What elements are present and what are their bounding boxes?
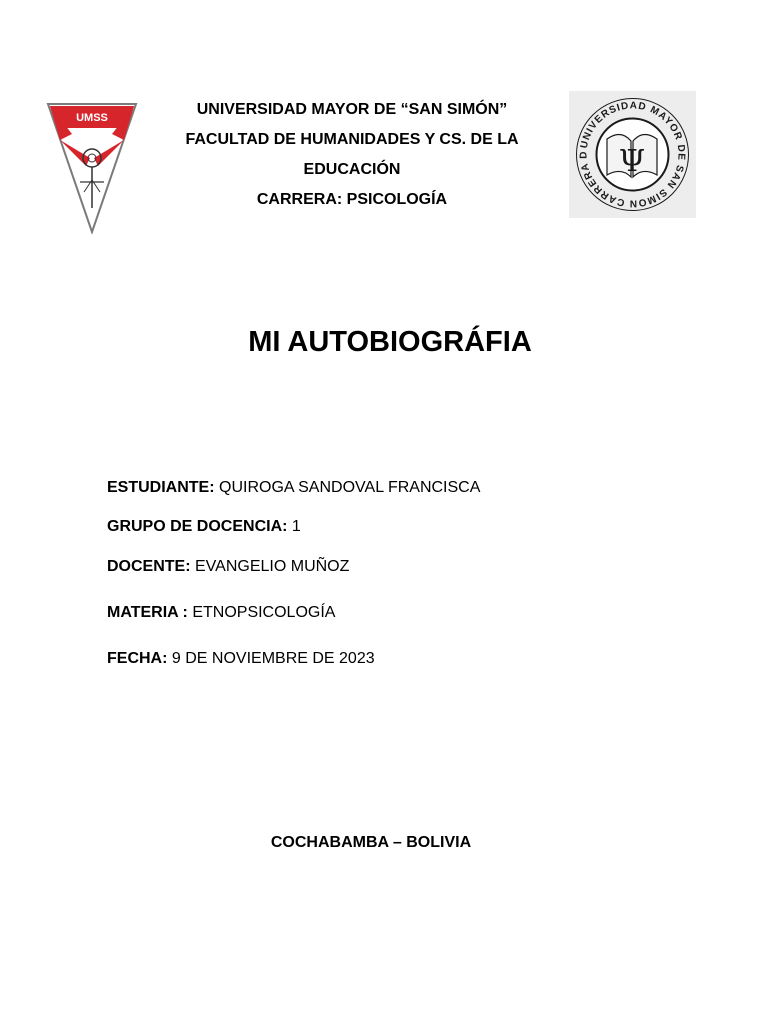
institution-header xyxy=(160,95,544,215)
student-line xyxy=(107,477,480,499)
document-title: MI AUTOBIOGRÁFIA xyxy=(248,326,532,358)
location-footer: COCHABAMBA – BOLIVIA xyxy=(270,834,472,851)
teacher-label: DOCENTE: xyxy=(107,558,191,575)
university-name: UNIVERSIDAD MAYOR DE “SAN SIMÓN” xyxy=(196,101,508,118)
group-label: GRUPO DE DOCENCIA: xyxy=(107,518,288,535)
group-value: 1 xyxy=(287,518,301,535)
date-value: 9 DE NOVIEMBRE DE 2023 xyxy=(167,650,375,667)
career-name: CARRERA: PSICOLOGÍA xyxy=(256,191,448,208)
date-line xyxy=(107,648,375,670)
faculty-name: FACULTAD DE HUMANIDADES Y CS. DE LA xyxy=(185,131,519,148)
umss-logo xyxy=(46,100,138,234)
faculty-name-continued: EDUCACIÓN xyxy=(303,161,401,178)
psychology-seal-logo xyxy=(569,91,696,218)
subject-label: MATERIA : xyxy=(107,604,188,621)
subject-line xyxy=(107,602,335,624)
date-label: FECHA: xyxy=(107,650,168,667)
umss-logo-text: UMSS xyxy=(76,112,108,124)
seal-ring-text: UNIVERSIDAD MAYOR DE SAN SIMON CARRERA D xyxy=(578,100,687,209)
psi-symbol: Ψ xyxy=(618,144,646,179)
student-value: QUIROGA SANDOVAL FRANCISCA xyxy=(214,479,481,496)
group-line xyxy=(107,516,301,538)
subject-value: ETNOPSICOLOGÍA xyxy=(187,604,336,621)
teacher-value: EVANGELIO MUÑOZ xyxy=(190,558,350,575)
student-label: ESTUDIANTE: xyxy=(107,479,215,496)
teacher-line xyxy=(107,556,349,578)
